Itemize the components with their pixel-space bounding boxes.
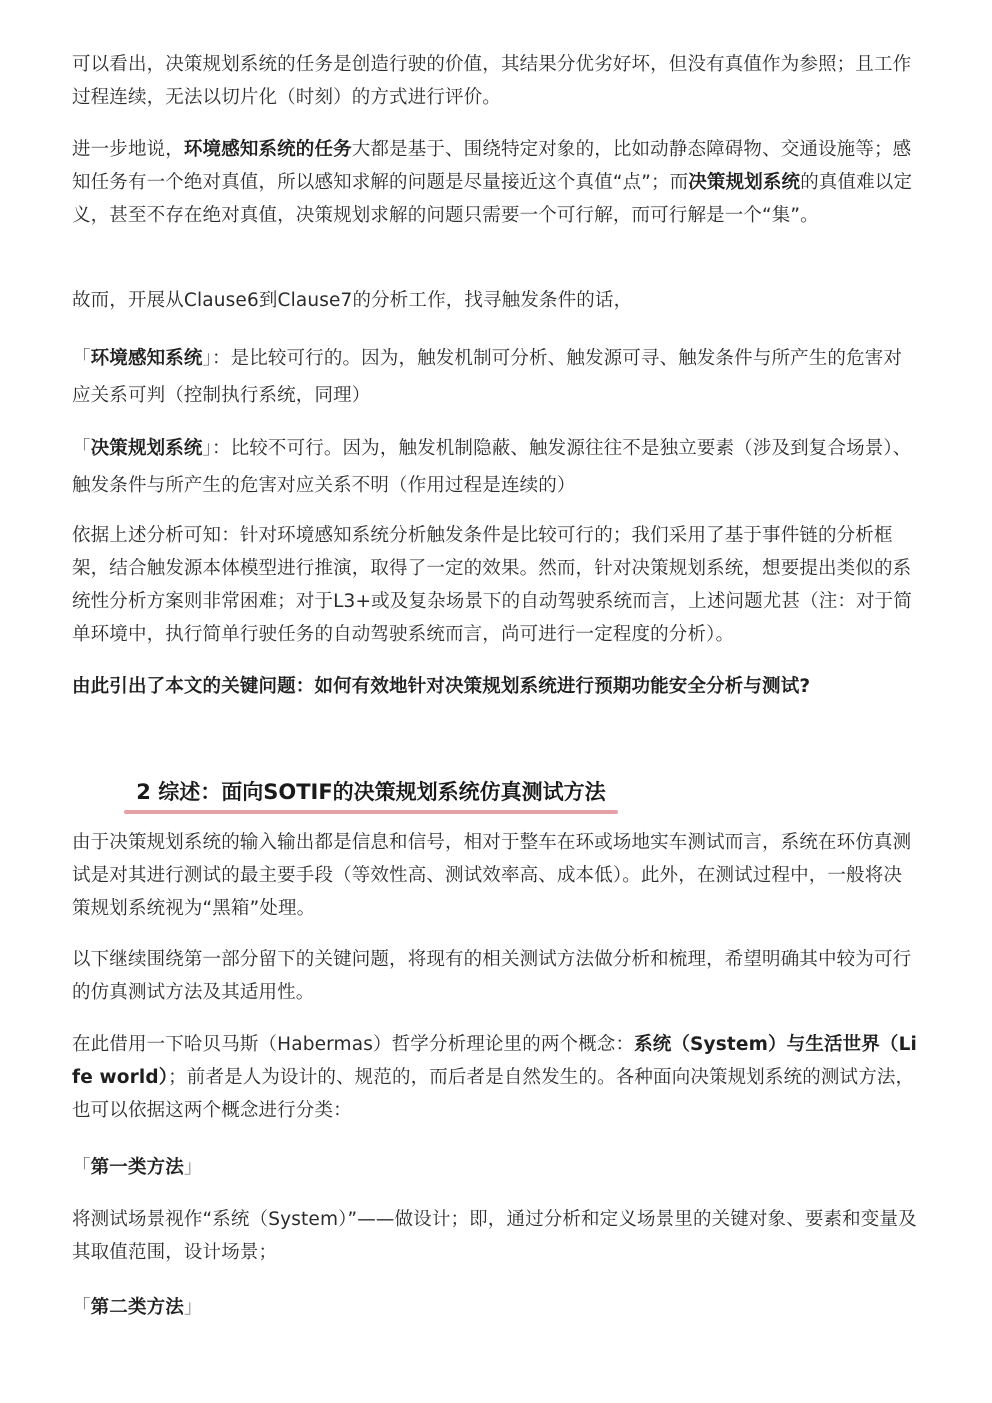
- bold-perception-task: 环境感知系统的任务: [183, 139, 352, 160]
- section-heading-underline: [124, 810, 617, 814]
- paragraph-intro: [72, 48, 920, 114]
- paragraph-method-one: [72, 1203, 920, 1269]
- paragraph-therefore: [72, 284, 920, 317]
- paragraph-planning-infeasible-text: ：比较不可行。因为，触发机制隐蔽、触发源往往不是独立要素（涉及到复合场景）、触发条件与所产生的危害对应关系不明（作用过程是连续的）: [72, 438, 912, 496]
- paragraph-intro-text: 可以看出，决策规划系统的任务是创造行驶的价值，其结果分优劣好坏，但没有真值作为参照；且工作过程连续，无法以切片化（时刻）的方式进行评价。: [72, 54, 912, 108]
- section-heading-text: 2 综述：面向SOTIF的决策规划系统仿真测试方法: [136, 780, 606, 804]
- label-perception-system: 环境感知系统: [90, 348, 203, 369]
- paragraph-continue-text: 以下继续围绕第一部分留下的关键问题，将现有的相关测试方法做分析和梳理，希望明确其中较为可行的仿真测试方法及其适用性。: [72, 949, 912, 1003]
- key-question: [72, 670, 920, 703]
- paragraph-further-text-a: 进一步地说，: [72, 139, 184, 160]
- paragraph-simulation-text: 由于决策规划系统的输入输出都是信息和信号，相对于整车在环或场地实车测试而言，系统在环仿真测试是对其进行测试的最主要手段（等效性高、测试效率高、成本低）。此外，在测试过程中，一般将决策规划系统视为“黑箱”处理。: [72, 832, 912, 919]
- bold-system-lifeworld: 系统（System）与生活世界（Life world）: [72, 1034, 918, 1088]
- bracket-open: 「: [72, 438, 91, 459]
- paragraph-further-text-c: 大都是基于、围绕特定对象的，比如动静态障碍物、交通设施等；感知任务有一个绝对真值，所以感知求解的问题是尽量接近这个真值“点”；而: [72, 139, 912, 193]
- paragraph-perception-feasible: [72, 340, 920, 414]
- paragraph-habermas-text-c: ；前者是人为设计的、规范的，而后者是自然发生的。各种面向决策规划系统的测试方法，也可以依据这两个概念进行分类：: [72, 1067, 915, 1121]
- section-heading-title: [124, 776, 617, 810]
- paragraph-perception-feasible-text: ：是比较可行的。因为，触发机制可分析、触发源可寻、触发条件与所产生的危害对应关系可判（控制执行系统，同理）: [72, 348, 903, 406]
- paragraph-simulation: [72, 826, 920, 925]
- bracket-close: 」: [183, 1157, 203, 1178]
- paragraph-habermas-text-a: 在此借用一下哈贝马斯（Habermas）哲学分析理论里的两个概念：: [72, 1034, 635, 1055]
- paragraph-continue: [72, 943, 920, 1009]
- method-one-title: 第一类方法: [90, 1157, 184, 1178]
- paragraph-further-text-e: 的真值难以定义，甚至不存在绝对真值，决策规划求解的问题只需要一个可行解，而可行解是一个“集”。: [72, 172, 913, 226]
- label-method-two: [72, 1291, 920, 1324]
- paragraph-analysis-text: 依据上述分析可知：针对环境感知系统分析触发条件是比较可行的；我们采用了基于事件链的分析框架，结合触发源本体模型进行推演，取得了一定的效果。然而，针对决策规划系统，想要提出类似的系统性分析方案则非常困难；对于L3+或及复杂场景下的自动驾驶系统而言，上述问题尤甚（注：对于简单环境中，执行简单行驶任务的自动驾驶系统而言，尚可进行一定程度的分析）。: [72, 525, 912, 645]
- bracket-open: 「: [72, 348, 91, 369]
- bracket-open: 「: [72, 1297, 91, 1318]
- bracket-close: 」: [202, 438, 212, 459]
- paragraph-analysis: [72, 519, 920, 651]
- paragraph-further: [72, 133, 920, 232]
- bracket-close: 」: [183, 1297, 203, 1318]
- key-question-text: 由此引出了本文的关键问题：如何有效地针对决策规划系统进行预期功能安全分析与测试?: [72, 676, 811, 697]
- paragraph-therefore-text: 故而，开展从Clause6到Clause7的分析工作，找寻触发条件的话，: [72, 290, 633, 311]
- paragraph-habermas: [72, 1028, 920, 1127]
- bold-decision-planning: 决策规划系统: [688, 172, 801, 193]
- label-decision-planning-system: 决策规划系统: [90, 438, 203, 459]
- section-heading: [72, 776, 920, 810]
- paragraph-planning-infeasible: [72, 430, 920, 504]
- label-method-one: [72, 1151, 920, 1184]
- bracket-close: 」: [202, 348, 212, 369]
- paragraph-method-one-text: 将测试场景视作“系统（System）”——做设计；即，通过分析和定义场景里的关键对象、要素和变量及其取值范围，设计场景；: [72, 1209, 917, 1263]
- bracket-open: 「: [72, 1157, 91, 1178]
- method-two-title: 第二类方法: [90, 1297, 184, 1318]
